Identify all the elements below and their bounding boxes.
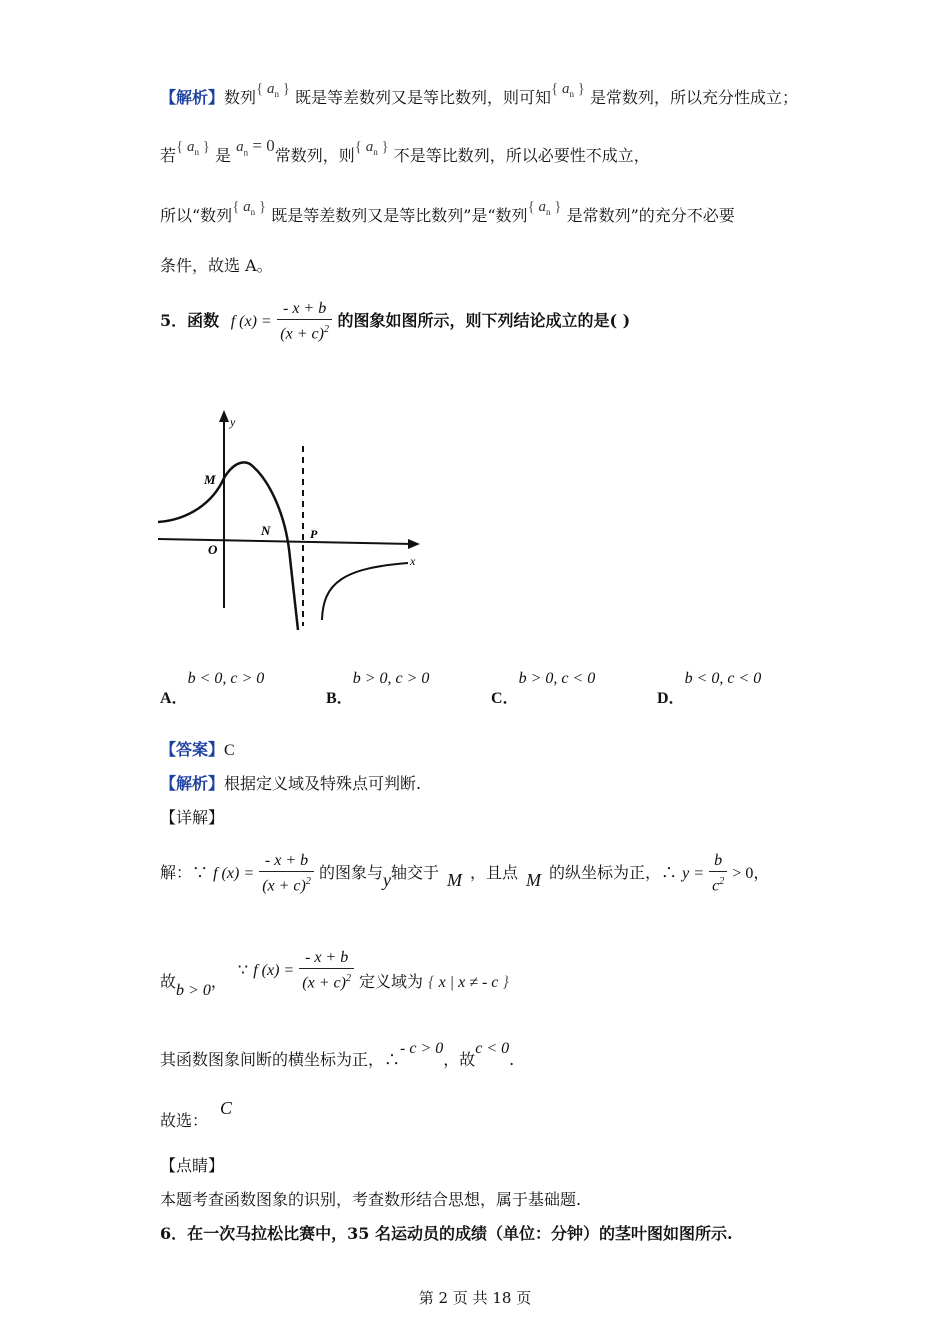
option-math: b > 0, c > 0 bbox=[352, 670, 430, 687]
y-axis-arrow bbox=[219, 410, 229, 422]
sequence-an: { $a_n$ } bbox=[232, 199, 267, 217]
math-b-positive: b > 0 bbox=[176, 982, 211, 999]
text: 常数列，则 bbox=[274, 146, 355, 165]
function-fraction: $\frac{- x + b}{(x + c)^2}$ bbox=[259, 851, 314, 896]
an-equals-zero: $a_n = 0$ bbox=[236, 136, 275, 158]
text: ，且点 bbox=[469, 863, 518, 882]
math-gt-zero: > 0， bbox=[732, 865, 770, 882]
analysis-line-4: 条件，故选 A。 bbox=[160, 256, 273, 275]
text: 是常数列”的充分不必要 bbox=[566, 206, 735, 225]
option-letter: B． bbox=[326, 690, 353, 707]
because-symbol: ∵ bbox=[237, 960, 249, 979]
text: 解：∵ bbox=[160, 863, 209, 882]
right-branch-curve bbox=[322, 563, 408, 620]
text: 所以“数列 bbox=[160, 206, 233, 225]
text: 故选： bbox=[160, 1111, 209, 1130]
analysis-tag: 【解析】 bbox=[160, 88, 225, 107]
sequence-an: { $a_n$ } bbox=[176, 139, 210, 157]
x-axis-label: x bbox=[410, 554, 416, 568]
function-fraction: $\frac{- x + b}{(x + c)^2}$ bbox=[277, 299, 332, 344]
point-m-label: M bbox=[204, 472, 216, 487]
detail-title: 【详解】 bbox=[160, 808, 225, 827]
sequence-an: { $a_n$ } bbox=[354, 139, 389, 157]
text: 的纵坐标为正，∴ bbox=[549, 863, 678, 882]
sequence-an: { $a_n$ } bbox=[527, 199, 562, 217]
option-d[interactable] bbox=[657, 670, 762, 707]
math-c-negative: c < 0 bbox=[475, 1040, 510, 1057]
analysis-line-2 bbox=[160, 136, 650, 172]
text: 不是等比数列，所以必要性不成立， bbox=[393, 146, 650, 165]
option-math: b < 0, c > 0 bbox=[187, 670, 265, 687]
option-letter: D． bbox=[657, 690, 685, 707]
question-text: 的图象如图所示，则下列结论成立的是( ) bbox=[337, 311, 631, 330]
comment-title: 【点睛】 bbox=[160, 1156, 225, 1175]
analysis-tag: 【解析】 bbox=[160, 774, 225, 793]
text: 轴交于 bbox=[390, 863, 439, 882]
math-neg-c-positive: - c > 0 bbox=[400, 1040, 444, 1057]
sequence-an: { $a_n$ } bbox=[551, 81, 585, 99]
answer-tag: 【答案】 bbox=[160, 740, 225, 759]
text: 是 bbox=[215, 146, 232, 165]
option-letter: C． bbox=[491, 690, 519, 707]
option-letter: A． bbox=[160, 690, 188, 707]
text: 的图象与 bbox=[318, 863, 383, 882]
point-n-label: N bbox=[261, 523, 271, 538]
origin-label: O bbox=[208, 542, 218, 557]
text: 定义域为 bbox=[359, 972, 424, 991]
x-axis bbox=[158, 539, 413, 544]
text: ，故 bbox=[443, 1050, 476, 1069]
math-y-equals: y = bbox=[682, 865, 705, 882]
option-math: b < 0, c < 0 bbox=[684, 670, 762, 687]
domain-set: { x | x ≠ - c } bbox=[428, 974, 509, 991]
answer-line bbox=[160, 740, 235, 761]
detail-line-3 bbox=[160, 1040, 514, 1080]
text: ， bbox=[210, 972, 227, 991]
analysis-summary bbox=[160, 774, 421, 794]
x-axis-arrow bbox=[408, 539, 420, 549]
function-fraction: $\frac{- x + b}{(x + c)^2}$ bbox=[299, 948, 354, 993]
option-a[interactable] bbox=[160, 670, 265, 707]
text: . bbox=[509, 1050, 515, 1069]
analysis-line-1 bbox=[160, 81, 799, 114]
option-math: b > 0, c < 0 bbox=[518, 670, 596, 687]
function-label: f (x) = bbox=[213, 865, 255, 882]
page-footer: 第 2 页 共 18 页 bbox=[418, 1289, 532, 1307]
function-label: f (x) = bbox=[230, 313, 272, 330]
question-6: 6．在一次马拉松比赛中，35 名运动员的成绩（单位：分钟）的茎叶图如图所示. bbox=[160, 1224, 733, 1243]
analysis-text: 根据定义域及特殊点可判断. bbox=[224, 774, 422, 793]
text: 是常数列，所以充分性成立； bbox=[590, 88, 799, 107]
text: 若 bbox=[160, 146, 177, 165]
question-5 bbox=[160, 296, 630, 346]
option-c[interactable] bbox=[491, 670, 596, 707]
function-graph bbox=[158, 408, 428, 640]
math-m: M bbox=[526, 870, 541, 890]
sequence-an: { $a_n$ } bbox=[256, 81, 290, 99]
b-over-c-squared: $\frac{b}{c^2}$ bbox=[709, 851, 727, 896]
point-p-label: P bbox=[310, 527, 318, 541]
text: 其函数图象间断的横坐标为正，∴ bbox=[160, 1050, 401, 1069]
text: 既是等差数列又是等比数列，则可知 bbox=[295, 88, 552, 107]
detail-line-1 bbox=[160, 848, 769, 896]
choice-c: C bbox=[220, 1098, 233, 1118]
function-label: f (x) = bbox=[253, 962, 295, 979]
analysis-line-3 bbox=[160, 199, 735, 232]
option-b[interactable] bbox=[326, 670, 430, 707]
left-branch-curve bbox=[158, 462, 298, 630]
text: 既是等差数列又是等比数列”是“数列 bbox=[271, 206, 528, 225]
y-axis-label: y bbox=[230, 415, 236, 429]
text: 数列 bbox=[224, 88, 257, 107]
math-y: y bbox=[382, 870, 391, 890]
detail-line-4 bbox=[160, 1100, 232, 1140]
text: 故 bbox=[160, 972, 177, 991]
answer-value: C bbox=[224, 742, 235, 759]
detail-line-2 bbox=[160, 948, 509, 1006]
comment-text: 本题考查函数图象的识别，考查数形结合思想，属于基础题. bbox=[160, 1190, 582, 1209]
question-number: 5．函数 bbox=[160, 311, 220, 330]
options-row bbox=[160, 670, 800, 720]
math-m: M bbox=[446, 870, 462, 890]
